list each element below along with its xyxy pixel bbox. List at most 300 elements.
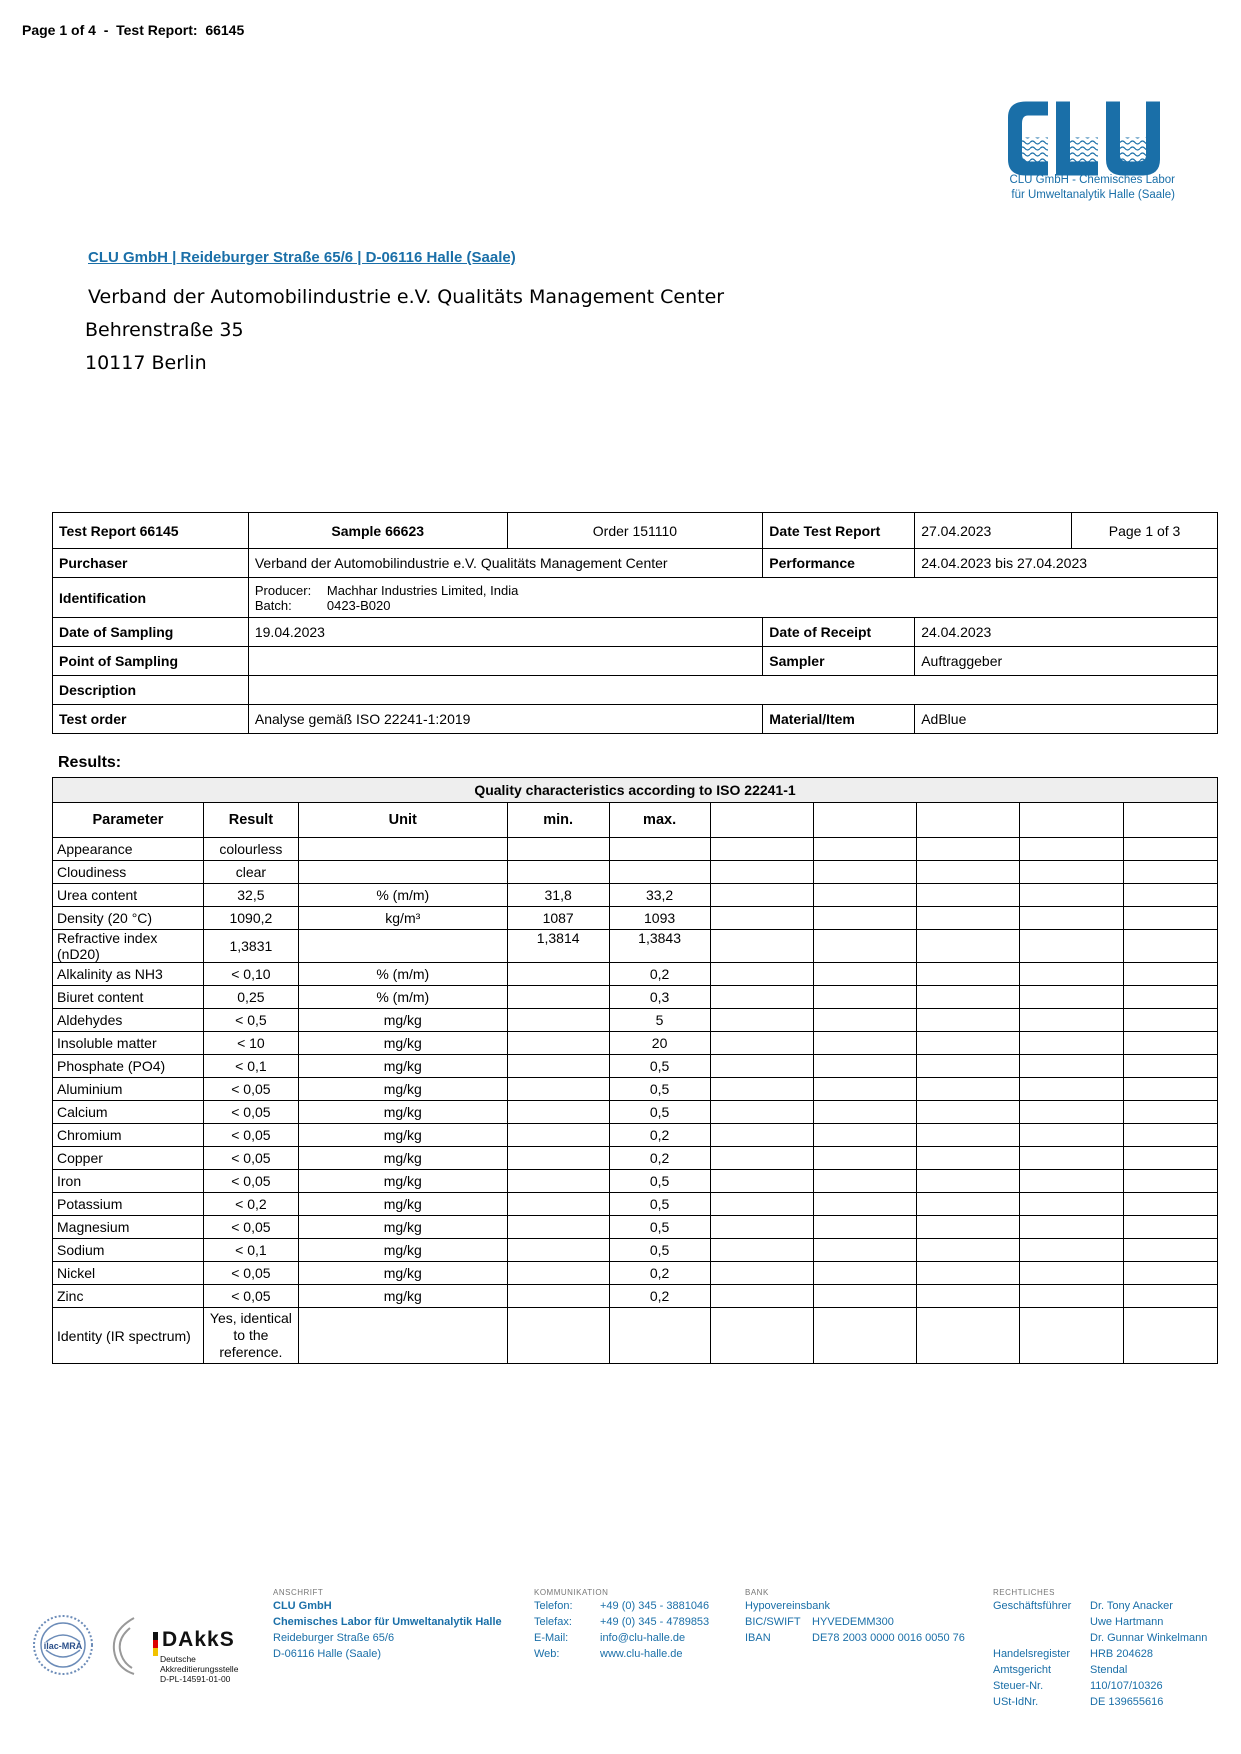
cell-parameter: Aluminium: [53, 1078, 204, 1101]
cell-empty: [917, 884, 1020, 907]
cell-result: colourless: [203, 838, 298, 861]
result-row: [53, 1032, 1218, 1055]
cell-max: 0,5: [609, 1239, 710, 1262]
footer-legal-caption: RECHTLICHES: [993, 1588, 1055, 1597]
description-label: Description: [53, 676, 249, 705]
cell-parameter: Chromium: [53, 1124, 204, 1147]
cell-result: < 0,05: [203, 1216, 298, 1239]
identification-value: [248, 578, 1217, 618]
cell-empty: [814, 1147, 917, 1170]
cell-empty: [917, 1101, 1020, 1124]
cell-unit: [298, 1308, 507, 1364]
cell-empty: [1020, 930, 1124, 963]
dakks-sub-line: Akkreditierungsstelle: [160, 1664, 239, 1674]
batch-value: 0423-B020: [326, 597, 391, 613]
cell-result: < 10: [203, 1032, 298, 1055]
cell-empty: [1124, 930, 1218, 963]
cell-empty: [710, 1147, 814, 1170]
cell-result: < 0,05: [203, 1078, 298, 1101]
cell-empty: [1020, 1285, 1124, 1308]
cell-empty: [1124, 963, 1218, 986]
cell-min: [507, 1170, 609, 1193]
col-header-empty: [710, 803, 814, 838]
cell-result: < 0,10: [203, 963, 298, 986]
cell-result: < 0,05: [203, 1124, 298, 1147]
cell-empty: [1124, 1147, 1218, 1170]
cell-max: 0,5: [609, 1055, 710, 1078]
recipient-street: Behrenstraße 35: [85, 319, 244, 341]
footer-legal-value: Stendal: [1090, 1664, 1128, 1676]
cell-empty: [917, 1170, 1020, 1193]
cell-parameter: Copper: [53, 1147, 204, 1170]
result-row: [53, 1147, 1218, 1170]
cell-min: [507, 1055, 609, 1078]
date-of-sampling-label: Date of Sampling: [53, 618, 249, 647]
cell-empty: [1020, 1101, 1124, 1124]
footer-web-link[interactable]: www.clu-halle.de: [600, 1648, 683, 1660]
report-info-table: [52, 512, 1218, 734]
cell-empty: [1020, 1193, 1124, 1216]
cell-empty: [1020, 861, 1124, 884]
cell-empty: [814, 1124, 917, 1147]
cell-empty: [1124, 1124, 1218, 1147]
result-row: [53, 1239, 1218, 1262]
cell-result: < 0,05: [203, 1170, 298, 1193]
cell-empty: [917, 907, 1020, 930]
cell-empty: [814, 1101, 917, 1124]
cell-empty: [1020, 1170, 1124, 1193]
cell-max: 1,3843: [609, 930, 710, 963]
footer-fax: +49 (0) 345 - 4789853: [600, 1616, 710, 1628]
cell-min: [507, 963, 609, 986]
cell-empty: [1020, 1216, 1124, 1239]
col-header-result: Result: [203, 803, 298, 838]
date-test-report-label: Date Test Report: [763, 513, 915, 549]
footer-street: Reideburger Straße 65/6: [273, 1632, 395, 1644]
cell-unit: mg/kg: [298, 1078, 507, 1101]
cell-min: [507, 1308, 609, 1364]
footer-legal-label: Amtsgericht: [993, 1664, 1052, 1676]
cell-empty: [917, 861, 1020, 884]
cell-empty: [917, 1308, 1020, 1364]
cell-empty: [710, 1216, 814, 1239]
cell-parameter: Biuret content: [53, 986, 204, 1009]
description-value: [248, 676, 1217, 705]
footer-legal-label: [993, 1614, 1090, 1630]
producer-value: Machhar Industries Limited, India: [326, 582, 519, 598]
quality-table-title: Quality characteristics according to ISO 22241-1: [53, 778, 1218, 803]
cell-max: 0,2: [609, 1285, 710, 1308]
footer-legal-value: Dr. Gunnar Winkelmann: [1090, 1632, 1208, 1644]
cell-parameter: Sodium: [53, 1239, 204, 1262]
logo-line2: für Umweltanalytik Halle (Saale): [1011, 189, 1175, 201]
cell-empty: [1020, 963, 1124, 986]
cell-min: [507, 1147, 609, 1170]
material-value: AdBlue: [915, 705, 1218, 734]
footer-fax-label: Telefax:: [534, 1616, 572, 1628]
cell-result: < 0,05: [203, 1147, 298, 1170]
cell-empty: [917, 1124, 1020, 1147]
col-header-empty: [1020, 803, 1124, 838]
cell-empty: [1124, 1216, 1218, 1239]
cell-unit: mg/kg: [298, 1262, 507, 1285]
cell-max: [609, 861, 710, 884]
cell-empty: [710, 1055, 814, 1078]
cell-empty: [710, 1285, 814, 1308]
dakks-emblem: [104, 1610, 164, 1680]
cell-empty: [814, 1032, 917, 1055]
cell-max: 1093: [609, 907, 710, 930]
cell-empty: [1124, 1285, 1218, 1308]
cell-max: [609, 838, 710, 861]
recipient-name: Verband der Automobilindustrie e.V. Qualitäts Management Center: [88, 286, 725, 308]
cell-empty: [1124, 884, 1218, 907]
col-header-empty: [917, 803, 1020, 838]
footer-legal-row: [993, 1614, 1207, 1630]
performance-label: Performance: [763, 549, 915, 578]
cell-empty: [814, 884, 917, 907]
cell-min: [507, 861, 609, 884]
cell-max: 0,5: [609, 1078, 710, 1101]
cell-min: 1,3814: [507, 930, 609, 963]
footer-bank: [745, 1588, 965, 1646]
cell-min: 31,8: [507, 884, 609, 907]
footer-web-label: Web:: [534, 1648, 560, 1660]
cell-max: 0,3: [609, 986, 710, 1009]
footer-legal-row: [993, 1646, 1207, 1662]
cell-unit: [298, 930, 507, 963]
cell-parameter: Density (20 °C): [53, 907, 204, 930]
dakks-name: DAkkS: [162, 1628, 235, 1651]
cell-empty: [814, 1308, 917, 1364]
cell-result: 1,3831: [203, 930, 298, 963]
col-header-empty: [1124, 803, 1218, 838]
cell-max: 0,5: [609, 1101, 710, 1124]
cell-parameter: Magnesium: [53, 1216, 204, 1239]
cell-parameter: Identity (IR spectrum): [53, 1308, 204, 1364]
cell-result: < 0,1: [203, 1239, 298, 1262]
cell-empty: [814, 1170, 917, 1193]
result-row: [53, 963, 1218, 986]
footer-bic: HYVEDEMM300: [812, 1616, 894, 1628]
col-header-min: min.: [507, 803, 609, 838]
results-title: Results:: [58, 754, 122, 771]
point-of-sampling-label: Point of Sampling: [53, 647, 249, 676]
cell-empty: [917, 1193, 1020, 1216]
cell-result: clear: [203, 861, 298, 884]
cell-empty: [814, 907, 917, 930]
result-row: [53, 1285, 1218, 1308]
result-row: [53, 1101, 1218, 1124]
dakks-sub-line: D-PL-14591-01-00: [160, 1674, 231, 1684]
col-header-empty: [814, 803, 917, 838]
cell-max: 0,5: [609, 1216, 710, 1239]
cell-parameter: Appearance: [53, 838, 204, 861]
footer-legal: [993, 1588, 1207, 1710]
cell-result: 32,5: [203, 884, 298, 907]
cell-empty: [814, 838, 917, 861]
footer-email-link[interactable]: info@clu-halle.de: [600, 1632, 686, 1644]
cell-min: [507, 1078, 609, 1101]
footer-bic-label: BIC/SWIFT: [745, 1616, 801, 1628]
footer-communication: [534, 1588, 709, 1662]
cell-empty: [1124, 1193, 1218, 1216]
cell-empty: [1124, 1101, 1218, 1124]
cell-empty: [1124, 1308, 1218, 1364]
cell-empty: [710, 1239, 814, 1262]
cell-min: [507, 986, 609, 1009]
cell-empty: [814, 963, 917, 986]
cell-empty: [1124, 907, 1218, 930]
cell-min: [507, 1101, 609, 1124]
cell-empty: [814, 1285, 917, 1308]
footer-legal-row: [993, 1694, 1207, 1710]
cell-empty: [710, 1193, 814, 1216]
page-indicator: Page 1 of 3: [1072, 513, 1218, 549]
cell-max: [609, 1308, 710, 1364]
date-test-report: 27.04.2023: [915, 513, 1072, 549]
recipient-city: 10117 Berlin: [85, 352, 207, 374]
sampler-value: Auftraggeber: [915, 647, 1218, 676]
cell-unit: % (m/m): [298, 963, 507, 986]
footer-legal-value: Uwe Hartmann: [1090, 1616, 1164, 1628]
result-row: [53, 1009, 1218, 1032]
cell-parameter: Calcium: [53, 1101, 204, 1124]
cell-result: < 0,05: [203, 1262, 298, 1285]
cell-parameter: Refractive index (nD20): [53, 930, 204, 963]
cell-min: [507, 1262, 609, 1285]
cell-unit: mg/kg: [298, 1124, 507, 1147]
cell-max: 0,2: [609, 1124, 710, 1147]
footer-bank-caption: BANK: [745, 1588, 769, 1597]
footer-legal-row: [993, 1598, 1207, 1614]
cell-result: < 0,5: [203, 1009, 298, 1032]
result-row: [53, 1078, 1218, 1101]
cell-empty: [917, 1032, 1020, 1055]
cell-empty: [1124, 1239, 1218, 1262]
ilac-mra-seal: [32, 1614, 94, 1676]
cell-max: 5: [609, 1009, 710, 1032]
result-row: [53, 884, 1218, 907]
footer-legal-label: [993, 1630, 1090, 1646]
date-of-receipt-label: Date of Receipt: [763, 618, 915, 647]
col-header-parameter: Parameter: [53, 803, 204, 838]
cell-result: 1090,2: [203, 907, 298, 930]
result-row: [53, 1308, 1218, 1364]
cell-empty: [710, 1308, 814, 1364]
cell-empty: [710, 1124, 814, 1147]
cell-parameter: Phosphate (PO4): [53, 1055, 204, 1078]
cell-unit: mg/kg: [298, 1009, 507, 1032]
footer-legal-row: [993, 1662, 1207, 1678]
cell-empty: [917, 1216, 1020, 1239]
footer-legal-value: Dr. Tony Anacker: [1090, 1600, 1173, 1612]
result-row: [53, 930, 1218, 963]
cell-empty: [710, 963, 814, 986]
cell-empty: [710, 1170, 814, 1193]
cell-empty: [1020, 1147, 1124, 1170]
test-report-number: Test Report 66145: [53, 513, 249, 549]
cell-min: [507, 1216, 609, 1239]
cell-min: [507, 1239, 609, 1262]
cell-empty: [814, 1078, 917, 1101]
cell-empty: [1020, 1239, 1124, 1262]
cell-empty: [710, 930, 814, 963]
cell-empty: [814, 1239, 917, 1262]
cell-max: 20: [609, 1032, 710, 1055]
footer-legal-label: Geschäftsführer: [993, 1600, 1072, 1612]
sender-line-link[interactable]: CLU GmbH | Reideburger Straße 65/6 | D-06116 Halle (Saale): [88, 249, 516, 266]
ilac-text: ilac-MRA: [43, 1641, 83, 1651]
cell-empty: [1020, 1055, 1124, 1078]
cell-unit: % (m/m): [298, 986, 507, 1009]
cell-unit: mg/kg: [298, 1032, 507, 1055]
col-header-unit: Unit: [298, 803, 507, 838]
cell-min: [507, 838, 609, 861]
cell-min: [507, 1124, 609, 1147]
cell-unit: mg/kg: [298, 1216, 507, 1239]
cell-unit: mg/kg: [298, 1170, 507, 1193]
cell-empty: [917, 963, 1020, 986]
cell-empty: [1124, 1078, 1218, 1101]
logo-line1: CLU GmbH - Chemisches Labor: [1009, 174, 1175, 186]
cell-empty: [710, 884, 814, 907]
result-row: [53, 1193, 1218, 1216]
cell-empty: [814, 930, 917, 963]
cell-empty: [917, 838, 1020, 861]
cell-empty: [710, 1101, 814, 1124]
cell-result: 0,25: [203, 986, 298, 1009]
cell-unit: mg/kg: [298, 1147, 507, 1170]
cell-empty: [1020, 884, 1124, 907]
col-header-max: max.: [609, 803, 710, 838]
producer-label: Producer:: [254, 582, 312, 598]
cell-empty: [814, 986, 917, 1009]
cell-empty: [1020, 1262, 1124, 1285]
cell-min: [507, 1285, 609, 1308]
cell-empty: [917, 1285, 1020, 1308]
cell-unit: kg/m³: [298, 907, 507, 930]
footer-legal-label: USt-IdNr.: [993, 1696, 1039, 1708]
cell-empty: [814, 1216, 917, 1239]
cell-empty: [814, 1055, 917, 1078]
cell-empty: [710, 838, 814, 861]
logo-letters: CLU: [1000, 97, 1003, 99]
cell-parameter: Urea content: [53, 884, 204, 907]
cell-parameter: Aldehydes: [53, 1009, 204, 1032]
footer-legal-value: HRB 204628: [1090, 1648, 1153, 1660]
result-row: [53, 838, 1218, 861]
sample-number: Sample 66623: [248, 513, 507, 549]
footer-legal-label: Steuer-Nr.: [993, 1680, 1044, 1692]
cell-empty: [710, 861, 814, 884]
cell-unit: % (m/m): [298, 884, 507, 907]
cell-unit: [298, 861, 507, 884]
cell-result: < 0,2: [203, 1193, 298, 1216]
result-row: [53, 907, 1218, 930]
cell-empty: [1124, 1170, 1218, 1193]
cell-unit: [298, 838, 507, 861]
cell-parameter: Iron: [53, 1170, 204, 1193]
cell-empty: [917, 986, 1020, 1009]
cell-min: 1087: [507, 907, 609, 930]
dakks-sub-line: Deutsche: [160, 1654, 196, 1664]
cell-parameter: Alkalinity as NH3: [53, 963, 204, 986]
footer-company-full: Chemisches Labor für Umweltanalytik Halle: [273, 1616, 502, 1628]
cell-empty: [1124, 861, 1218, 884]
cell-min: [507, 1009, 609, 1032]
cell-unit: mg/kg: [298, 1055, 507, 1078]
cell-empty: [917, 1147, 1020, 1170]
test-order-value: Analyse gemäß ISO 22241-1:2019: [248, 705, 762, 734]
cell-empty: [710, 1009, 814, 1032]
cell-empty: [710, 1262, 814, 1285]
material-label: Material/Item: [763, 705, 915, 734]
result-row: [53, 1124, 1218, 1147]
cell-min: [507, 1193, 609, 1216]
cell-empty: [917, 1009, 1020, 1032]
cell-min: [507, 1032, 609, 1055]
result-row: [53, 1055, 1218, 1078]
cell-empty: [917, 1078, 1020, 1101]
cell-empty: [1124, 1032, 1218, 1055]
dakks-subtitle: [160, 1654, 238, 1684]
point-of-sampling-value: [248, 647, 762, 676]
sampler-label: Sampler: [763, 647, 915, 676]
result-row: [53, 986, 1218, 1009]
batch-label: Batch:: [254, 597, 292, 613]
cell-max: 33,2: [609, 884, 710, 907]
cell-empty: [1020, 907, 1124, 930]
cell-parameter: Nickel: [53, 1262, 204, 1285]
date-of-sampling-value: 19.04.2023: [248, 618, 762, 647]
result-row: [53, 1262, 1218, 1285]
cell-empty: [1020, 1009, 1124, 1032]
cell-max: 0,5: [609, 1193, 710, 1216]
footer-company: CLU GmbH: [273, 1600, 332, 1612]
cell-empty: [917, 930, 1020, 963]
cell-empty: [1124, 1262, 1218, 1285]
cell-max: 0,2: [609, 1262, 710, 1285]
date-of-receipt-value: 24.04.2023: [915, 618, 1218, 647]
cell-empty: [710, 907, 814, 930]
result-row: [53, 1216, 1218, 1239]
footer-iban: DE78 2003 0000 0016 0050 76: [812, 1632, 965, 1644]
test-order-label: Test order: [53, 705, 249, 734]
cell-empty: [710, 1078, 814, 1101]
cell-result: < 0,05: [203, 1285, 298, 1308]
cell-empty: [814, 861, 917, 884]
cell-unit: mg/kg: [298, 1285, 507, 1308]
result-row: [53, 861, 1218, 884]
cell-empty: [1124, 986, 1218, 1009]
footer-anschrift-caption: ANSCHRIFT: [273, 1588, 324, 1597]
cell-empty: [814, 1193, 917, 1216]
cell-unit: mg/kg: [298, 1239, 507, 1262]
cell-empty: [917, 1055, 1020, 1078]
logo-subtitle: [1000, 173, 1175, 203]
cell-empty: [814, 1262, 917, 1285]
cell-empty: [1020, 1124, 1124, 1147]
performance-value: 24.04.2023 bis 27.04.2023: [915, 549, 1218, 578]
cell-empty: [1020, 986, 1124, 1009]
cell-empty: [1020, 1308, 1124, 1364]
cell-empty: [710, 1032, 814, 1055]
cell-empty: [1124, 1009, 1218, 1032]
footer-phone-label: Telefon:: [534, 1600, 573, 1612]
cell-empty: [1124, 838, 1218, 861]
result-row: [53, 1170, 1218, 1193]
